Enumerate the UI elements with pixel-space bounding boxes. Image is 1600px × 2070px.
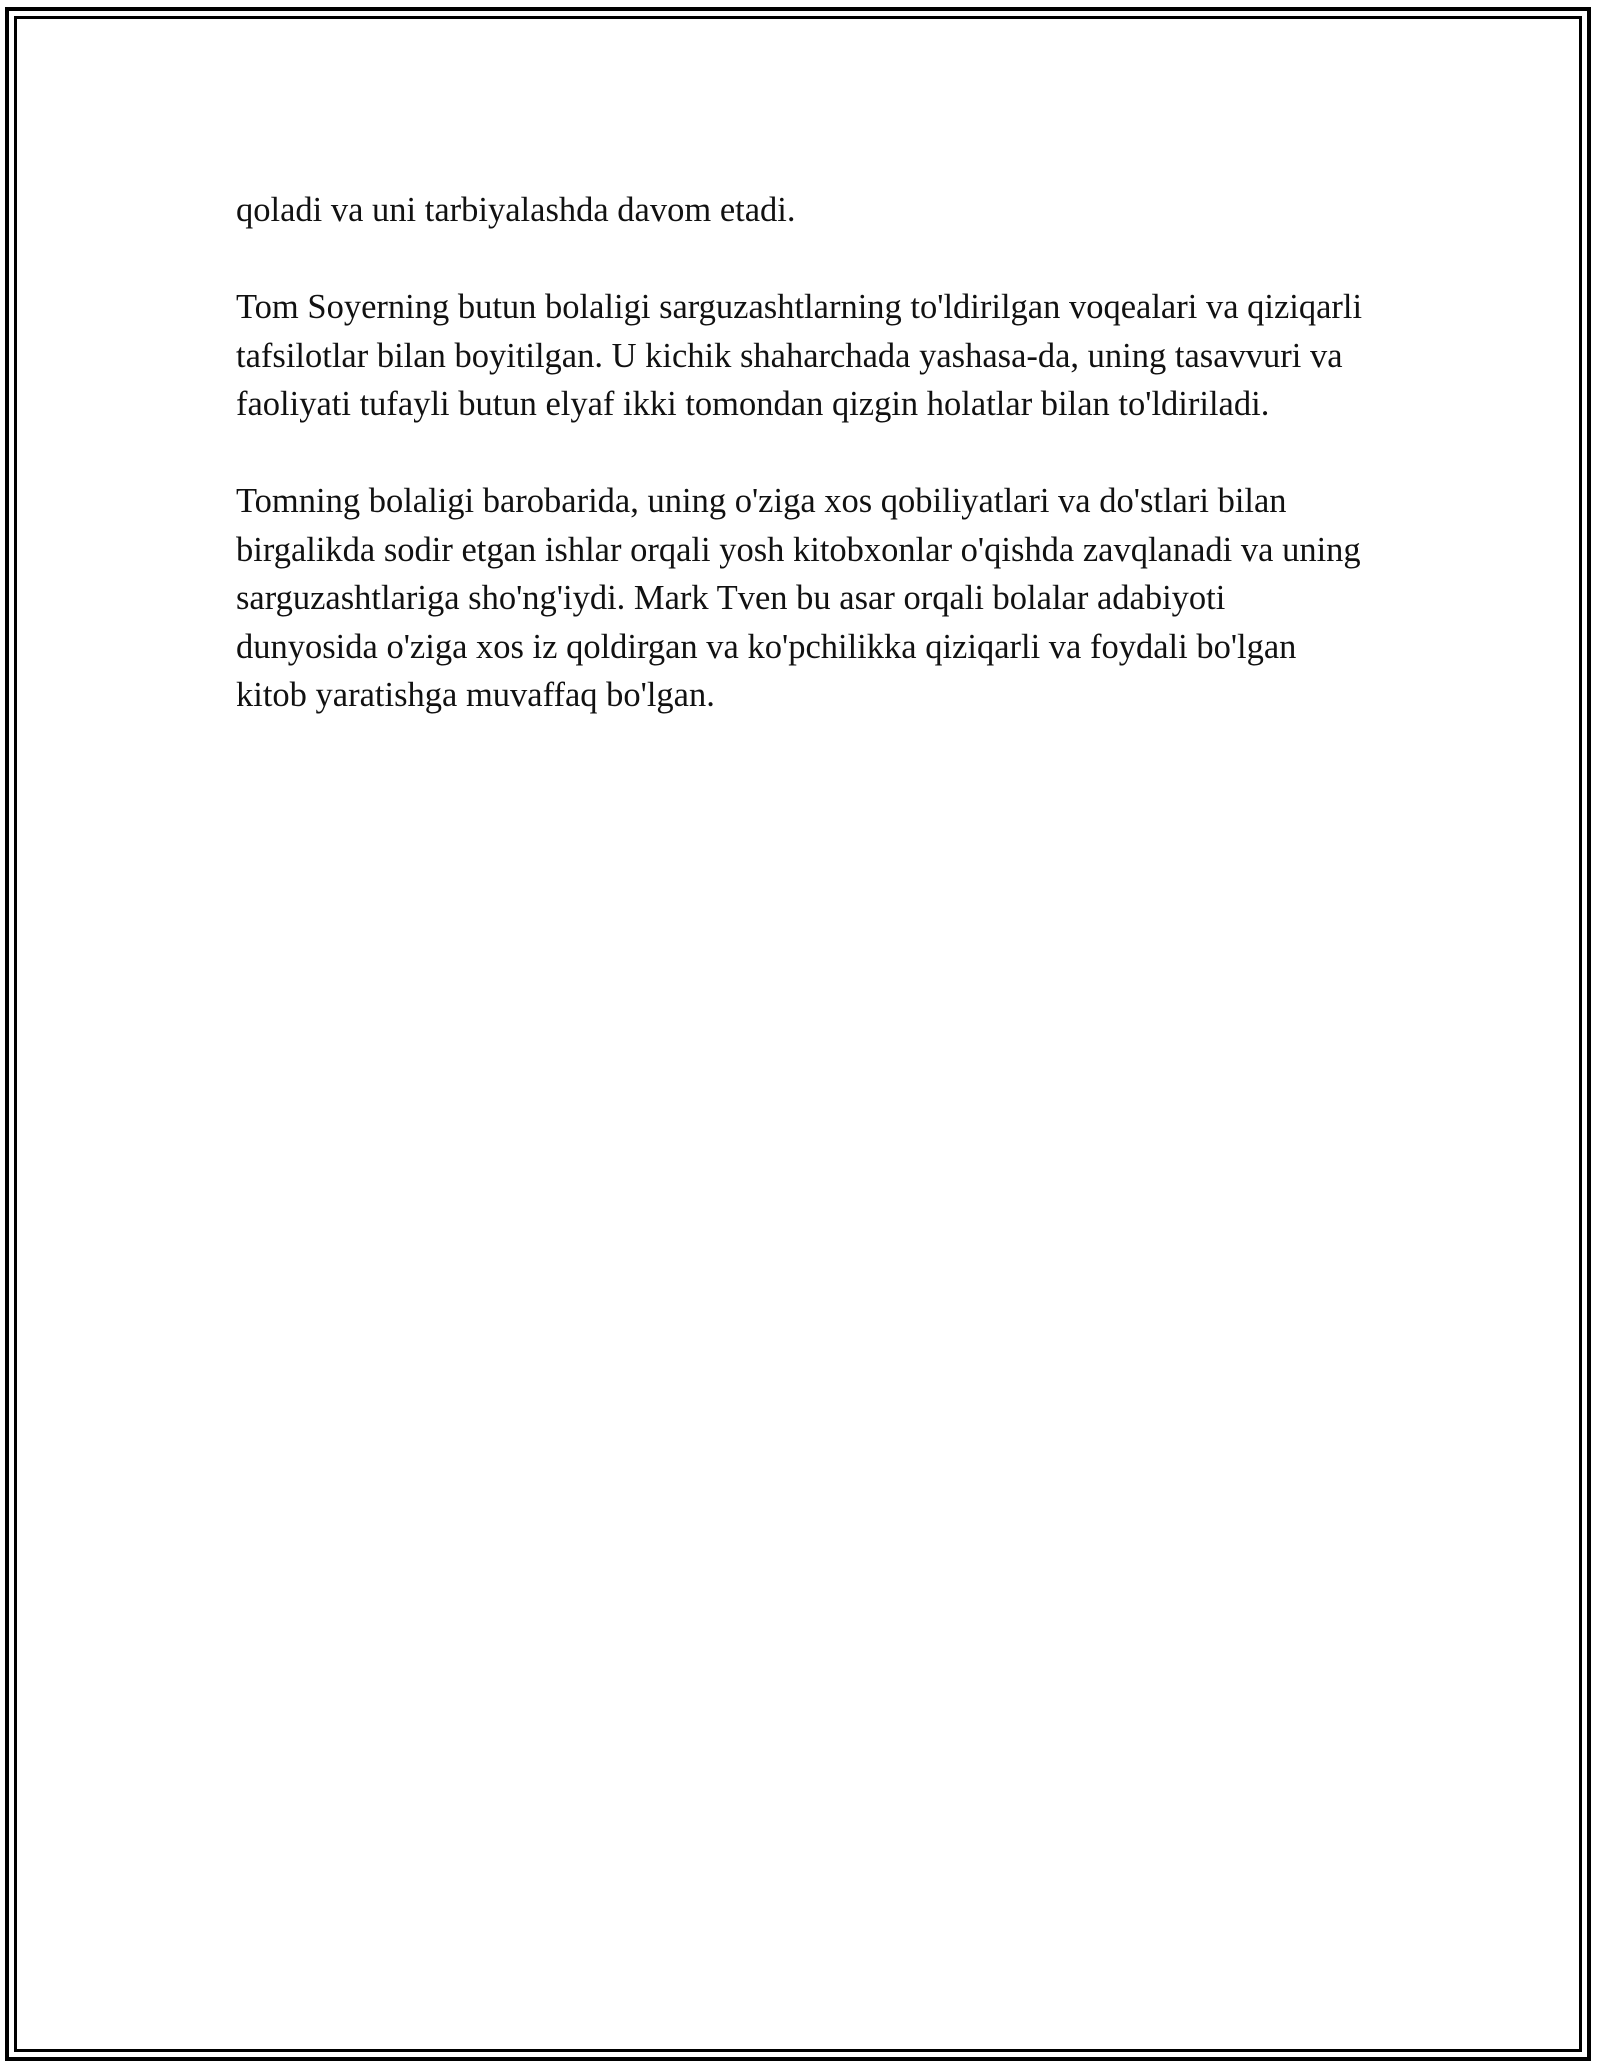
paragraph-1: qoladi va uni tarbiyalashda davom etadi. — [236, 191, 796, 229]
paragraph-3: Tomning bolaligi barobarida, uning o'ziga xos qobiliyatlari va do'stlari bilan birgalikda sodir etgan ishlar orqali yosh kitobxonlar o'qishda zavqlanadi va uning sarguzashtlariga sho'ng'iydi. Mark Tven bu asar orqali bolalar adabiyoti dunyosida o'ziga xos iz qoldirgan va ko'pchilikka qiziqarli va foydali bo'lgan kitob yaratishga muvaffaq bo'lgan. — [236, 482, 1361, 714]
paragraph-2: Tom Soyerning butun bolaligi sarguzashtlarning to'ldirilgan voqealari va qiziqarli tafsilotlar bilan boyitilgan. U kichik shaharchada yashasa-da, uning tasavvuri va faoliyati tufayli butun elyaf ikki tomondan qizgin holatlar bilan to'ldiriladi. — [236, 288, 1363, 423]
document-body — [236, 186, 1366, 768]
